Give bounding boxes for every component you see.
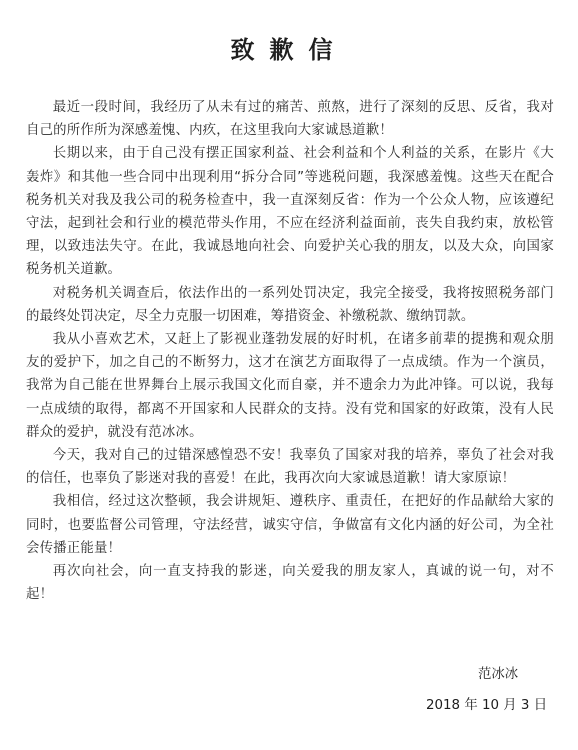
paragraph: 最近一段时间，我经历了从未有过的痛苦、煎熬，进行了深刻的反思、反省，我对自己的所作所为深感羞愧、内疚，在这里我向大家诚恳道歉！ — [26, 100, 554, 139]
signature-date: 2018 年 10 月 3 日 — [426, 698, 548, 713]
letter-body — [26, 96, 554, 606]
paragraph: 对税务机关调查后，依法作出的一系列处罚决定，我完全接受，我将按照税务部门的最终处罚决定，尽全力克服一切困难，筹措资金、补缴税款、缴纳罚款。 — [26, 285, 554, 324]
signature-name: 范冰冰 — [478, 667, 519, 682]
letter-title: 致歉信 — [230, 36, 348, 64]
paragraph: 我从小喜欢艺术，又赶上了影视业蓬勃发展的好时机，在诸多前辈的提携和观众朋友的爱护下，加之自己的不断努力，这才在演艺方面取得了一点成绩。作为一个演员，我常为自己能在世界舞台上展示我国文化而自豪，并不遗余力为此冲锋。可以说，我每一点成绩的取得，都离不开国家和人民群众的支持。没有党和国家的好政策，没有人民群众的爱护，就没有范冰冰。 — [26, 332, 554, 440]
paragraph: 长期以来，由于自己没有摆正国家利益、社会利益和个人利益的关系，在影片《大轰炸》和其他一些合同中出现利用“拆分合同”等逃税问题，我深感羞愧。这些天在配合税务机关对我及我公司的税务检查中，我一直深刻反省：作为一个公众人物，应该遵纪守法，起到社会和行业的模范带头作用，不应在经济利益面前，丧失自我约束，放松管理，以致违法失守。在此，我诚恳地向社会、向爱护关心我的朋友，以及大众，向国家税务机关道歉。 — [26, 146, 554, 278]
paragraph: 今天，我对自己的过错深感惶恐不安！我辜负了国家对我的培养，辜负了社会对我的信任，也辜负了影迷对我的喜爱！在此，我再次向大家诚恳道歉！请大家原谅！ — [26, 448, 554, 487]
paragraph: 我相信，经过这次整顿，我会讲规矩、遵秩序、重责任，在把好的作品献给大家的同时，也要监督公司管理，守法经营，诚实守信，争做富有文化内涵的好公司，为全社会传播正能量！ — [26, 494, 554, 556]
paragraph: 再次向社会，向一直支持我的影迷，向关爱我的朋友家人，真诚的说一句，对不起！ — [26, 564, 554, 603]
